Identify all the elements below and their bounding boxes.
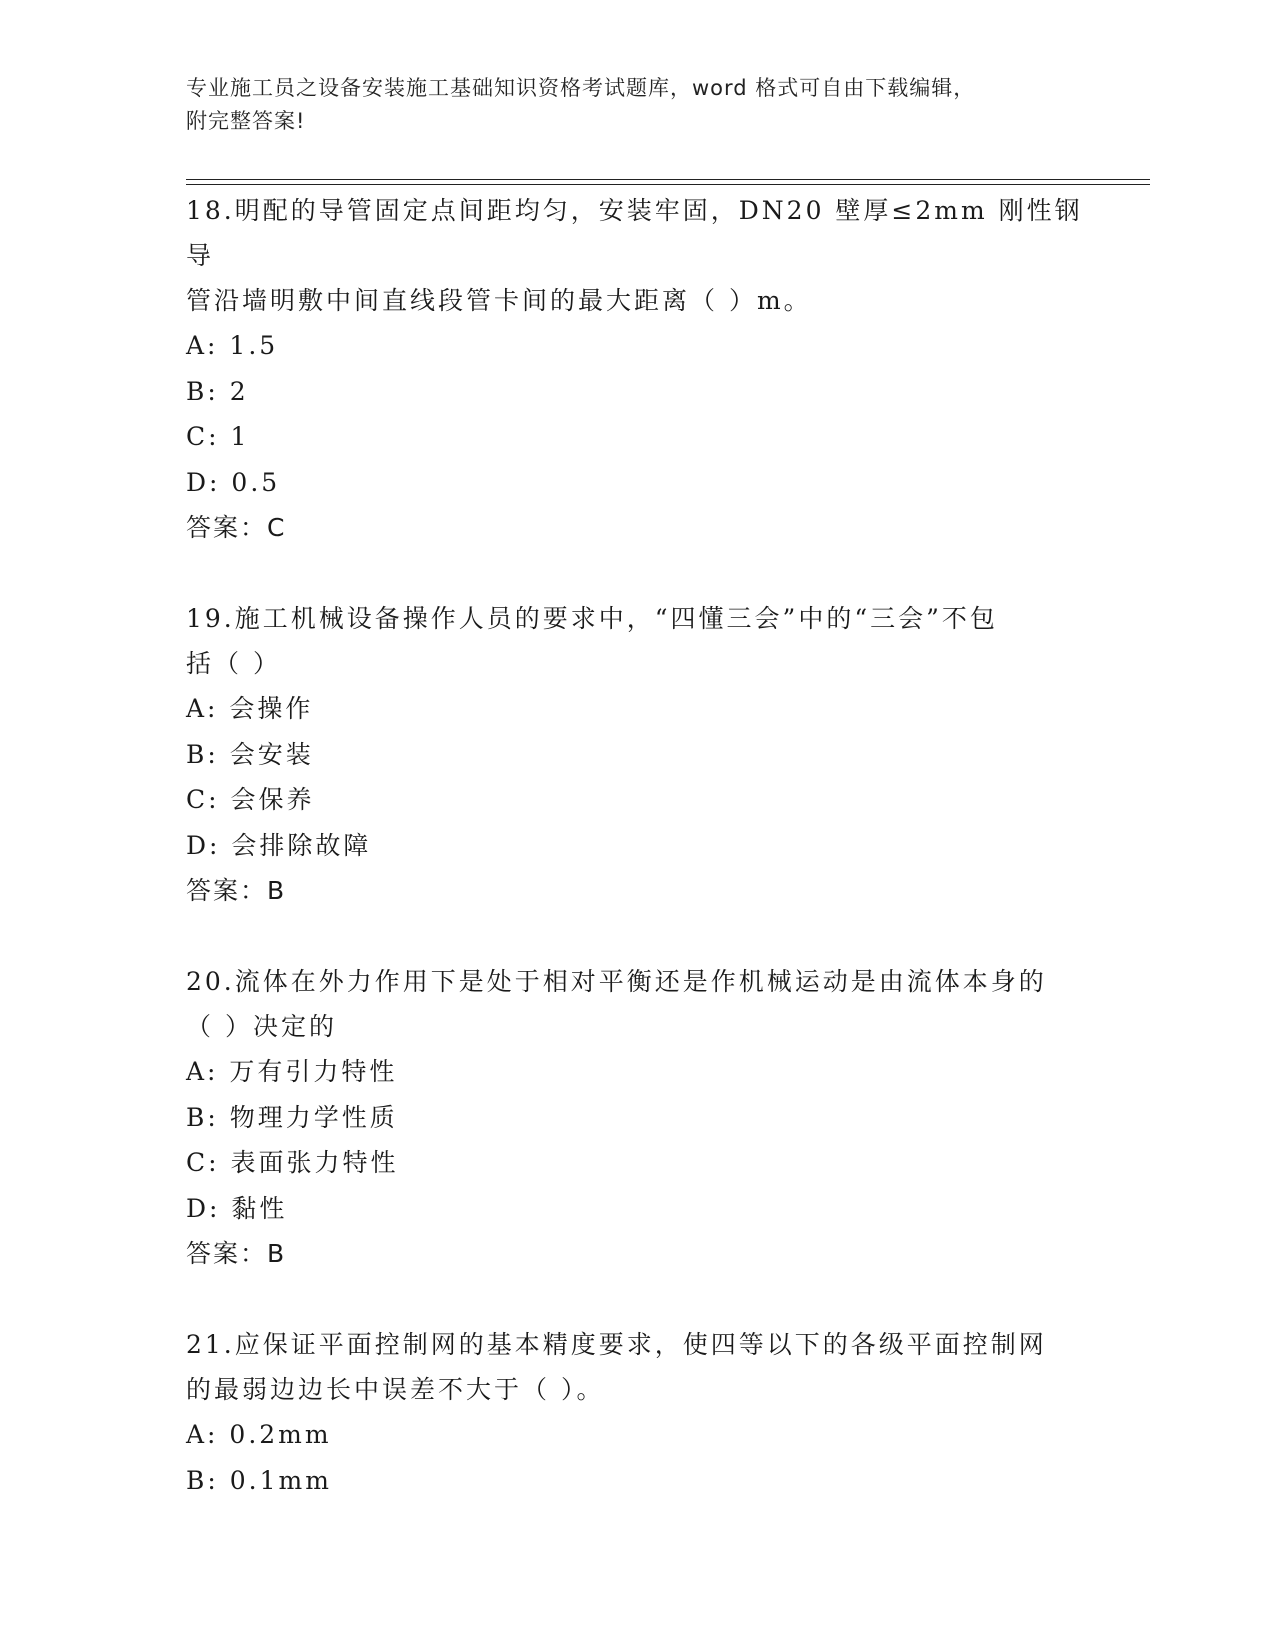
option-b: B: 2: [186, 376, 249, 406]
answer-line: 答案：C: [186, 513, 287, 542]
question-stem-line: 括（ ）: [186, 649, 281, 678]
question-spacer: [186, 1276, 1086, 1322]
question-spacer: [186, 550, 1086, 596]
option-d: D: 黏性: [186, 1193, 288, 1223]
question-spacer: [186, 913, 1086, 959]
header-line-1: 专业施工员之设备安装施工基础知识资格考试题库，word 格式可自由下载编辑，: [186, 76, 976, 100]
question-stem-line: 20.流体在外力作用下是处于相对平衡还是作机械运动是由流体本身的: [186, 967, 1047, 996]
option-b: B: 会安装: [186, 739, 314, 769]
option-c: C: 会保养: [186, 785, 315, 814]
answer-line: 答案：B: [186, 1239, 287, 1268]
option-a: A: 1.5: [186, 331, 279, 360]
option-a: A: 0.2mm: [186, 1420, 332, 1449]
option-a: A: 会操作: [186, 694, 314, 723]
question-stem-line: 的最弱边边长中误差不大于（ ）。: [186, 1375, 605, 1404]
header-rule-top: [186, 179, 1150, 180]
option-c: C: 表面张力特性: [186, 1148, 399, 1177]
header-rule-bottom: [186, 184, 1150, 185]
question-19: [186, 596, 1086, 913]
option-d: D: 0.5: [186, 467, 281, 497]
answer-line: 答案：B: [186, 876, 287, 905]
document-header: [186, 72, 1066, 138]
question-stem-line: 19.施工机械设备操作人员的要求中，“四懂三会”中的“三会”不包: [186, 604, 998, 633]
question-stem-line: 管沿墙明敷中间直线段管卡间的最大距离（ ）m。: [186, 286, 812, 315]
question-list: [186, 188, 1086, 1503]
question-stem-line: 21.应保证平面控制网的基本精度要求，使四等以下的各级平面控制网: [186, 1330, 1047, 1359]
question-stem-line: 18.明配的导管固定点间距均匀，安装牢固，DN20 壁厚≤2mm 刚性钢导: [186, 196, 1083, 270]
question-stem-line: （ ）决定的: [186, 1012, 337, 1041]
option-b: B: 物理力学性质: [186, 1102, 398, 1132]
option-c: C: 1: [186, 422, 250, 451]
option-a: A: 万有引力特性: [186, 1057, 398, 1086]
option-b: B: 0.1mm: [186, 1465, 332, 1495]
option-d: D: 会排除故障: [186, 830, 372, 860]
question-21: [186, 1322, 1086, 1503]
question-20: [186, 959, 1086, 1276]
question-18: [186, 188, 1086, 550]
header-line-2: 附完整答案!: [186, 109, 306, 133]
